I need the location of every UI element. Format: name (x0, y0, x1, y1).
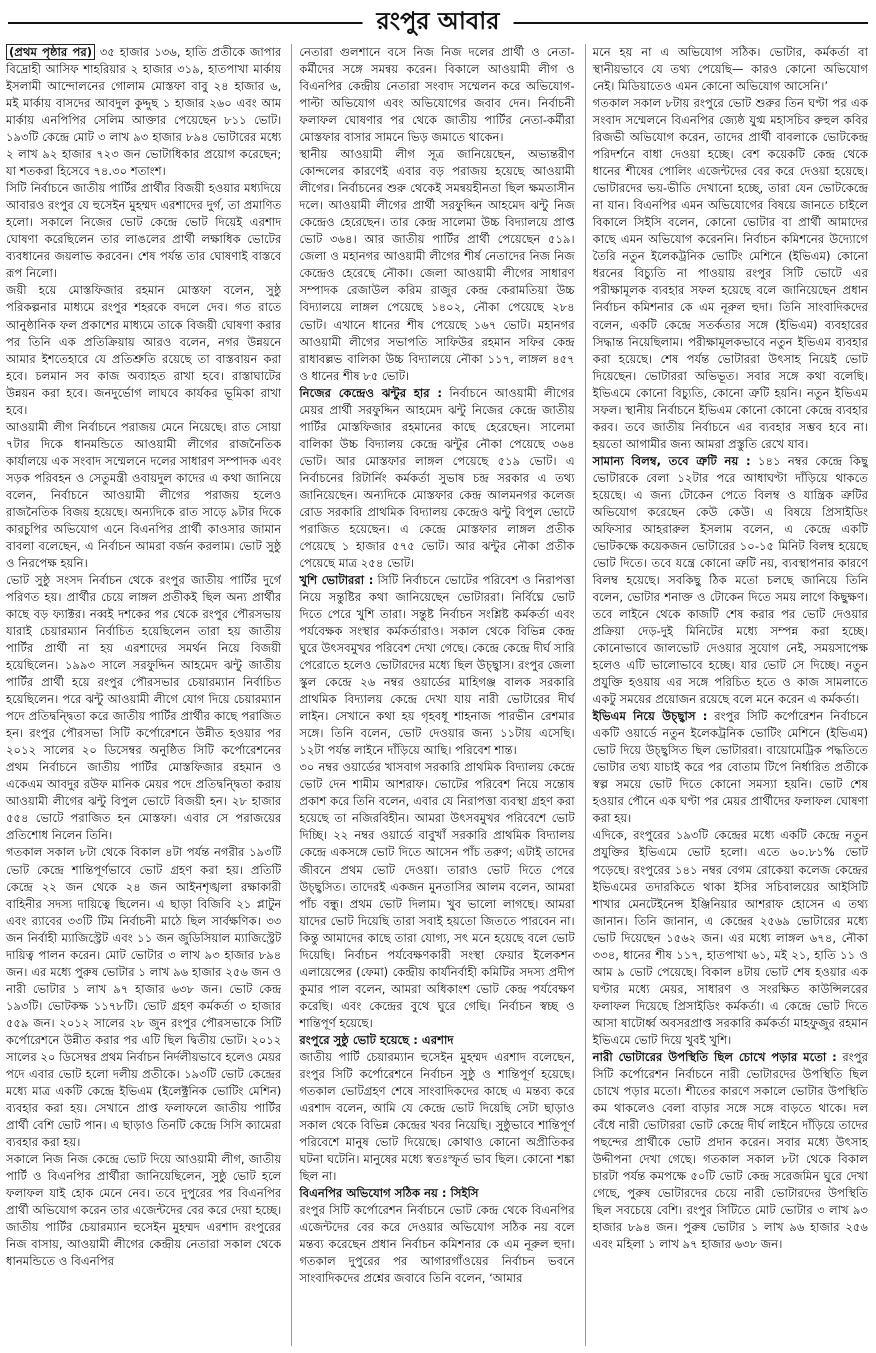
article-paragraph (593, 708, 868, 827)
subheading: রংপুরে সুষ্ঠু ভোট হয়েছে : এরশাদ (299, 1032, 454, 1047)
article-paragraph (6, 282, 281, 418)
article-paragraph (593, 95, 868, 453)
article-paragraph (299, 1049, 574, 1185)
article-paragraph (6, 180, 281, 282)
article-paragraph (6, 419, 281, 572)
continuation-label: (প্রথম পৃষ্ঠার পর) (6, 44, 95, 60)
article-paragraph (6, 1151, 281, 1270)
subsection-label: নিজের কেন্দ্রেও ঝন্টুর হার : (299, 385, 443, 400)
article-paragraph (6, 844, 281, 1151)
subsection-label: সামান্য বিলম্ব, তবে ত্রুটি নয় : (592, 453, 751, 468)
article-columns (6, 44, 868, 1346)
article-paragraph (299, 385, 574, 572)
paragraph-text: রংপুর সিটি কর্পোরেশন নির্বাচনে নারী ভোটারদের উপস্থিতি ছিল চোখে পড়ার মতো। শীতের কারণে সকালে ভোটার উপস্থিতি কম থাকলেও বেলা বাড়ার সঙ্গে সঙ্গে বাড়তে থাকে। দল বেঁধে নারী ভোটাররা ভোট কেন্দ্রে দীর্ঘ লাইনে দাঁড়িয়ে তাদের পছন্দের প্রার্থীকে ভোট প্রদান করেন। সবার মধ্যে উৎসাহ উদ্দীপনা দেখা গেছে। গতকাল সকাল ৮টা থেকে বিকাল চারটা পর্যন্ত কমপক্ষে ৫০টি ভোট কেন্দ্র সরেজমিন ঘুরে দেখা গেছে, পুরুষ ভোটারদের চেয়ে নারী ভোটারদের উপস্থিতি ছিল সবচেয়ে বেশি। রংপুর সিটিতে মোট ভোটার ৩ লাখ ৯৩ হাজার ৮৯৪ জন। পুরুষ ভোটার ১ লাখ ৯৬ হাজার ২৫৬ এবং মহিলা ১ লাখ ৯৭ হাজার ৬৩৮ জন। (592, 1049, 868, 1252)
paragraph-text: সকালে নিজ নিজ কেন্দ্রে ভোট দিয়ে আওয়ামী লীগ, জাতীয় পার্টি ও বিএনপির প্রার্থীরা জানিয়েছিলেন, সুষ্ঠু ভোট হলে ফলাফল যাই হোক মেনে নেব। তবে দুপুরের পর বিএনপির প্রার্থী অভিযোগ করেন তার এজেন্টদের বের করে দেয়া হচ্ছে। জাতীয় পার্টির চেয়ারম্যান হুসেইন মুহম্মদ এরশাদ রংপুরের নিজ বাসায়, আওয়ামী লীগের কেন্দ্রীয় নেতারা সকাল থেকে ধানমন্ডিতে ও বিএনপির (6, 1152, 282, 1269)
paragraph-text: নির্বাচনে আওয়ামী লীগের মেয়র প্রার্থী সরফুদ্দিন আহমেদ ঝন্টু নিজের কেন্দ্রে জাতীয় পার্টির মোস্তফিজার রহমানের কাছে হেরেছেন। সালেমা বালিকা উচ্চ বিদ্যালয় কেন্দ্রে ঝন্টুর নৌকা পেয়েছে ৩৬৪ ভোট। আর মোস্তফার লাঙ্গল পেয়েছে ৫১৯ ভোট। এ নির্বাচনের রিটার্নিং কর্মকর্তা সুভাষ চন্দ্র সরকার এ তথ্য জানিয়েছেন। অন্যদিকে মোস্তফার কেন্দ্র আলমনগর কলেজ রোড সরকারি প্রাথমিক বিদ্যালয় কেন্দ্রেও ঝন্টু বিপুল ভোটে পরাজিত হয়েছেন। এ কেন্দ্রে মোস্তফার লাঙ্গল প্রতীক পেয়েছে ১ হাজার ৫৭৫ ভোট। আর ঝন্টুর নৌকা প্রতীক পেয়েছে মাত্র ২৫৪ ভোট। (299, 385, 575, 570)
paragraph-text: ভোট সুষ্ঠু সংসদ নির্বাচন থেকে রংপুর জাতীয় পার্টির দুর্গে পরিণত হয়। প্রার্থীর চেয়ে লাঙ্গল প্রতীকই ছিল অন্য প্রার্থীর কাছে বড় ফ্যাক্টর। নব্বই দশকের পর থেকে রংপুর পৌরসভায় যারাই চেয়ারম্যান নির্বাচিত হয়েছিলেন তারা হয় জাতীয় পার্টির প্রার্থী না হয় এরশাদের সমর্থন নিয়ে বিজয়ী হয়েছিলেন। ১৯৯৩ সালে সরফুদ্দিন আহমেদ ঝন্টু জাতীয় পার্টির প্রার্থী হয়ে রংপুর পৌরসভার চেয়ারম্যান নির্বাচিত হয়েছিলেন। পরে ঝন্টু আওয়ামী লীগে যোগ দিয়ে চেয়ারম্যান পদে প্রতিদ্বন্দ্বিতা করে জাতীয় পার্টির প্রার্থীর কাছে পরাজিত হন। রংপুর পৌরসভা সিটি কর্পোরেশনে উন্নীত হওয়ার পর ২০১২ সালের ২০ ডিসেম্বর অনুষ্ঠিত সিটি কর্পোরেশনের প্রথম নির্বাচনে জাতীয় পার্টির মোস্তফিজার রহমান ও একেএম আবদুর রউফ মানিক মেয়র পদে প্রতিদ্বন্দ্বিতা করায় আওয়ামী লীগের ঝন্টু বিপুল ভোটে বিজয়ী হন। ২৮ হাজার ৫৫৪ ভোটে পরাজিত হন মোস্তফা। এবার সে পরাজয়ের প্রতিশোধ নিলেন তিনি। (6, 572, 282, 843)
article-column-2 (291, 44, 574, 1346)
article-paragraph (593, 453, 868, 708)
section-title: রংপুর আবার (363, 6, 514, 36)
paragraph-text: মনে হয় না এ অভিযোগ সঠিক। ভোটার, কর্মকর্তা বা স্থানীয়ভাবে যে তথ্য পেয়েছি— কারও কোনো অভিযোগ নেই। মিডিয়াতেও এমন কোনো অভিযোগ আসেনি।’ (592, 45, 868, 94)
article-paragraph (593, 827, 868, 1048)
article-paragraph (593, 44, 868, 95)
subsection-label: খুশি ভোটাররা : (299, 572, 374, 587)
paragraph-text: ১৪১ নম্বর কেন্দ্রে কিছু ভোটারকে বেলা ১২টার পরে আধাঘণ্টা দাঁড়িয়ে থাকতে হয়েছে। এ জন্য টোকেন পেতে বিলম্ব ও যান্ত্রিক ত্রুটির অভিযোগ করেছেন কেউ কেউ। এ বিষয়ে প্রিসাইডিং অফিসার আহরারুল ইসলাম বলেন, এ কেন্দ্রে একটি ভোটকক্ষে কয়েকজন ভোটারের ১০-১৫ মিনিট বিলম্ব হয়েছে ভোট দিতে। তবে যন্ত্রে কোনো ত্রুটি নয়, ব্যবস্থাপনার কারণে বিলম্ব হয়েছে। সবকিছু ঠিক মতো চলছে জানিয়ে তিনি বলেন, ভোটার শনাক্ত ও টোকেন দিতে সময় লাগে কিছুক্ষণ। তবে লাইনে থেকে কাজটি শেষ করার পর ভোট দেওয়ার প্রক্রিয়া দেড়-দুই মিনিটের মধ্যে সম্পন্ন করা হচ্ছে। কোনোভাবে জালভোট দেওয়ার সুযোগ নেই, সময়সাপেক্ষ হলেও এটি ভালোভাবে হচ্ছে। যার ভোট সে দিচ্ছে। নতুন প্রযুক্তি হওয়ায় এর সঙ্গে পরিচিত হতে ও কাজ সামলাতে একটু সময়ের প্রয়োজন রয়েছে বলে মনে করেন এ কর্মকর্তা। (592, 453, 868, 707)
article-column-1 (6, 44, 281, 1346)
paragraph-text: রংপুর সিটি কর্পোরেশন নির্বাচনে একটি ওয়ার্ডে নতুন ইলেকট্রনিক ভোটিং মেশিনে (ইভিএম) ভোট দিয়ে উচ্ছ্বসিত ছিল ভোটাররা। বায়োমেট্রিক পদ্ধতিতে ভোটার তথ্য যাচাই করে পর বোতাম টিপে নির্ধারিত প্রতীকে স্বল্প সময়ে ভোট দিতে কোনো সমস্যা হয়নি। ভোট শেষ হওয়ার পৌনে এক ঘণ্টা পর মেয়র প্রার্থীদের ফলাফল ঘোষণা করা হয়। (592, 709, 868, 826)
subheading: বিএনপির অভিযোগ সঠিক নয় : সিইসি (299, 1186, 479, 1201)
paragraph-text: ৩০ নম্বর ওয়ার্ডের খাসবাগ সরকারি প্রাথমিক বিদ্যালয় কেন্দ্রে ভোট দেন শামীম আশরাফ। ভোটের পরিবেশ নিয়ে সন্তোষ প্রকাশ করে তিনি বলেন, এবার যে নিরাপত্তা ব্যবস্থা গ্রহণ করা হয়েছে তা নজিরবিহীন। আমরা উৎসবমুখর পরিবেশে ভোট দিচ্ছি। ২২ নম্বর ওয়ার্ডে বাবুখাঁ সরকারি প্রাথমিক বিদ্যালয় কেন্দ্রে একসঙ্গে ভোট দিতে আসেন পাঁচ তরুণ; এটাই তাদের জীবনে প্রথম ভোট দেওয়া। তারাও ভোট দিতে পেরে উচ্ছ্বসিত। তাদেরই একজন মুনতাসির আলম বলেন, আমরা পাঁচ বন্ধু। প্রথম ভোট দিলাম। খুব ভালো লাগছে। আমরা যাদের ভোট দিয়েছি তারা সবাই হয়তো জিততে পারবেন না। কিন্তু আমাদের কাছে তারা যোগ্য, সৎ মনে হয়েছে বলে ভোট দিয়েছি। নির্বাচন পর্যবেক্ষণকারী সংস্থা ফেয়ার ইলেকশন এলায়েন্সের (ফেমা) কেন্দ্রীয় কার্যনির্বাহী কমিটির সদস্য প্রদীপ কুমার পাল বলেন, আমরা অধিকাংশ ভোট কেন্দ্র পর্যবেক্ষণ করেছি। এবং কেন্দ্রের বুথে ঘুরে গেছি। নির্বাচন স্বচ্ছ ও শান্তিপূর্ণ হয়েছে। (299, 760, 575, 1030)
paragraph-text: গতকাল সকাল ৮টায় রংপুরে ভোট শুরুর তিন ঘণ্টা পর এক সংবাদ সম্মেলনে বিএনপির জ্যেষ্ঠ যুগ্ম মহাসচিব রুহুল কবির রিজভী অভিযোগ করেন, তাদের প্রার্থী বাবলাকে ভোটকেন্দ্র পরিদর্শনে বাধা দেওয়া হচ্ছে। বেশ কয়েকটি কেন্দ্র থেকে ধানের শীষের পোলিং এজেন্টদের বের করে দেওয়া হয়েছে। ভোটারদের ভয়-ভীতি দেখানো হচ্ছে, তারা যেন ভোটকেন্দ্রে না যান। বিএনপির এমন অভিযোগের বিষয়ে জানতে চাইলে বিকালে সিইসি বলেন, কোনো ভোটার বা প্রার্থী আমাদের কাছে এমন অভিযোগ করেননি। নির্বাচন কমিশনের উদ্যোগে তৈরি নতুন ইলেকট্রনিক ভোটিং মেশিনে (ইভিএম) কোনো ধরনের বিচ্যুতি না পাওয়ায় রংপুর সিটি ভোটে এর পরীক্ষামূলক ব্যবহার সফল হয়েছে বলে জানিয়েছেন প্রধান নির্বাচন কমিশনার কে এম নূরুল হুদা। তিনি সাংবাদিকদের বলেন, একটি কেন্দ্রে সতর্কতার সঙ্গে (ইভিএম) ব্যবহারের সিদ্ধান্ত নিয়েছিলাম। পরীক্ষামূলকভাবে নতুন ইভিএম ব্যবহার করা হয়েছে। শেষ পর্যন্ত ভোটাররা উৎসাহ নিয়েই ভোট দিয়েছেন। ভোটাররা অভিভূত। সবার সঙ্গে কথা বলেছি। ইভিএমে কোনো বিচ্যুতি, কোনো ত্রুটি হয়নি। নতুন ইভিএম সফল। স্থানীয় নির্বাচনে ইভিএম কোনো কোনো কেন্দ্রে ব্যবহার করব। তবে জাতীয় নির্বাচনে এর ব্যবহার সম্ভব হবে না। হয়তো আগামীর জন্য আমরা প্রস্তুতি রেখে যাব। (592, 96, 868, 451)
subsection-label: নারী ভোটারের উপস্থিতি ছিল চোখে পড়ার মতো : (592, 1049, 837, 1064)
article-paragraph (299, 146, 574, 384)
article-paragraph (299, 572, 574, 759)
paragraph-text: স্থানীয় আওয়ামী লীগ সূত্র জানিয়েছেন, অভ্যন্তরীণ কোন্দলের কারণেই এবার বড় পরাজয় হয়েছে আওয়ামী লীগের। নির্বাচনের শুরু থেকেই সমন্বয়হীনতা ছিল ক্ষমতাসীন দলে। আওয়ামী লীগের প্রার্থী সরফুদ্দিন আহমেদ ঝন্টু নিজ কেন্দ্রেও হেরেছেন। তার কেন্দ্র সালেমা উচ্চ বিদ্যালয়ে প্রাপ্ত ভোট ৩৬৪। আর জাতীয় পার্টির প্রার্থী পেয়েছেন ৫১৯। জেলা ও মহানগর আওয়ামী লীগের শীর্ষ নেতাদের নিজ নিজ কেন্দ্রেও হেরেছে নৌকা। জেলা আওয়ামী লীগের সাধারণ সম্পাদক রেজাউল করিম রাজুর কেন্দ্র কেরামতিয়া উচ্চ বিদ্যালয়ে লাঙ্গল পেয়েছে ১৪০২, নৌকা পেয়েছে ২৮৪ ভোট। এখানে ধানের শীষ পেয়েছে ১৬৭ ভোট। মহানগর আওয়ামী লীগের সভাপতি সাফিউর রহমান সফির কেন্দ্র রাধাবল্লভ বালিকা উচ্চ বিদ্যালয়ে নৌকা ১১৭, লাঙ্গল ৪৫৭ ও ধানের শীষ ৮৫ ভোট। (299, 147, 575, 383)
article-column-3 (585, 44, 868, 1346)
article-paragraph (299, 44, 574, 146)
paragraph-text: ৩৫ হাজার ১৩৬, হাতি প্রতীকে জাপার বিদ্রোহী আসিফ শাহরিয়ার ২ হাজার ৩১৯, হাতপাখা মার্কায় ইসলামী আন্দোলনের গোলাম মোস্তফা বাবু ২৪ হাজার ৬, মই মার্কায় বাসদের আবদুল কুদ্দুছ ১ হাজার ২৬০ এবং আম মার্কায় এনপিপির সেলিম আক্তার পেয়েছেন ৮১১ ভোট। ১৯৩টি কেন্দ্রে মোট ৩ লাখ ৯৩ হাজার ৮৯৪ ভোটারের মধ্যে ২ লাখ ৯২ হাজার ৭২৩ জন ভোটাধিকার প্রয়োগ করেছেন; যা শতকরা হিসেবে ৭৪.৩০ শতাংশ। (6, 45, 282, 179)
article-paragraph (6, 572, 281, 845)
article-paragraph (299, 1202, 574, 1287)
paragraph-text: নেতারা গুলশানে বসে নিজ নিজ দলের প্রার্থী ও নেতা-কর্মীদের সঙ্গে সমন্বয় করেন। বিকালে আওয়ামী লীগ ও বিএনপির কেন্দ্রীয় নেতারা সংবাদ সম্মেলন করে অভিযোগ-পাল্টা অভিযোগ এবং অভিযোগের জবাব দেন। নির্বাচনী ফলাফল ঘোষণার পর থেকে জাতীয় পার্টির নেতা-কর্মীরা মোস্তফার বাসার সামনে ভিড় জমাতে থাকেন। (299, 45, 575, 145)
paragraph-text: সিটি নির্বাচনে জাতীয় পার্টির প্রার্থীর বিজয়ী হওয়ার মধ্যদিয়ে আবারও রংপুর যে হুসেইন মুহম্মদ এরশাদের দুর্গ, তা প্রমাণিত হলো। সকালে নিজের ভোট কেন্দ্রে ভোট দিয়েই এরশাদ ঘোষণা করেছিলেন তার লাঙলের প্রার্থী লক্ষাধিক ভোটের ব্যবধানের জয়লাভ করবেন। শেষ পর্যন্ত তার ঘোষণাই বাস্তবে রূপ নিলো। (6, 181, 282, 281)
section-header (8, 6, 868, 40)
article-paragraph (299, 759, 574, 1032)
article-paragraph (6, 44, 281, 180)
subsection-label: ইভিএম নিয়ে উচ্ছ্বাস : (592, 709, 708, 724)
paragraph-text: জাতীয় পার্টি চেয়ারম্যান হুসেইন মুহম্মদ এরশাদ বলেছেন, রংপুর সিটি কর্পোরেশনে নির্বাচন সুষ্ঠু ও শান্তিপূর্ণ হয়েছে। গতকাল ভোটগ্রহণ শেষে সাংবাদিকদের কাছে এ মন্তব্য করে এরশাদ বলেন, আমি যে কেন্দ্রে ভোট দিয়েছি সেটা ছাড়াও সকাল থেকে বিভিন্ন কেন্দ্রের খবর নিয়েছি। সুষ্ঠুভাবে শান্তিপূর্ণ পরিবেশে মানুষ ভোট দিয়েছে। কোথাও কোনো অপ্রীতিকর ঘটনা ঘটেনি। মানুষের মধ্যে স্বতঃস্ফূর্ত ভাব ছিল। কোনো শঙ্কা ছিল না। (299, 1049, 575, 1184)
paragraph-text: জয়ী হয়ে মোস্তফিজার রহমান মোস্তফা বলেন, সুষ্ঠু পরিকল্পনার মাধ্যমে রংপুর শহরকে বদলে দেব। গত রাতে আনুষ্ঠানিক ফল প্রকাশের মাধ্যমে তাকে বিজয়ী ঘোষণা করার পর তিনি এক প্রতিক্রিয়ায় আরও বলেন, নগর উন্নয়নে আমার ইশতেহারে যে প্রতিশ্রুতি রয়েছে তা বাস্তবায়ন করা হবে। চলমান সব কাজ অব্যাহত রাখা হবে। রাস্তাঘাটের উন্নয়ন করা হবে। জনদুর্ভোগ লাঘবে কার্যকর ভূমিকা রাখা হবে। (6, 283, 282, 417)
paragraph-text: গতকাল সকাল ৮টা থেকে বিকাল ৪টা পর্যন্ত নগরীর ১৯৩টি ভোট কেন্দ্রে শান্তিপূর্ণভাবে ভোট গ্রহণ করা হয়। প্রতিটি কেন্দ্রে ২২ জন থেকে ২৪ জন আইনশৃঙ্খলা রক্ষাকারী বাহিনীর সদস্য দায়িত্বে ছিলেন। এ ছাড়া বিজিবি ২১ প্লাটুন এবং র‌্যাবের ৩৩টি টিম নির্বাচনী মাঠে ছিল সার্বক্ষণিক। ৩৩ জন নির্বাহী ম্যাজিস্ট্রেট এবং ১১ জন জুডিসিয়াল ম্যাজিস্ট্রেট দায়িত্ব পালন করেন। মোট ভোটার ৩ লাখ ৯৩ হাজার ৮৯৪ জন। এর মধ্যে পুরুষ ভোটার ১ লাখ ৯৬ হাজার ২৫৬ জন ও নারী ভোটার ১ লাখ ৯৭ হাজার ৬৩৮ জন। ভোট কেন্দ্র ১৯৩টি। ভোটকক্ষ ১১৭৮টি। ভোট গ্রহণ কর্মকর্তা ৩ হাজার ৫৫৯ জন। ২০১২ সালের ২৮ জুন রংপুর পৌরসভাকে সিটি কর্পোরেশনে উন্নীত করার পর এটি ছিল দ্বিতীয় ভোট। ২০১২ সালের ২০ ডিসেম্বর প্রথম নির্বাচন নির্দলীয়ভাবে হলেও মেয়র পদে এবার ভোট হলো দলীয় প্রতীকে। ১৯৩টি ভোট কেন্দ্রের মধ্যে মাত্র একটি কেন্দ্রে ইভিএম (ইলেক্ট্রনিক ভোটিং মেশিন) ব্যবহার করা হয়। সেখানে প্রাপ্ত ফলাফলে জাতীয় পার্টির প্রার্থী বেশি ভোট পান। এ ছাড়াও তিনটি কেন্দ্রে সিসি ক্যামেরা ব্যবহার করা হয়। (6, 845, 282, 1149)
paragraph-text: আওয়ামী লীগ নির্বাচনে পরাজয় মেনে নিয়েছে। রাত সোয়া ৭টার দিকে ধানমন্ডিতে আওয়ামী লীগের রাজনৈতিক কার্যালয়ে এক সংবাদ সম্মেলনে দলের সাধারণ সম্পাদক এবং সড়ক পরিবহন ও সেতুমন্ত্রী ওবায়দুল কাদের এ কথা জানিয়ে বলেন, নির্বাচনে আওয়ামী লীগের পরাজয় হলেও রাজনৈতিক বিজয় হয়েছে। অন্যদিকে রাত সাড়ে ৯টার দিকে কারচুপির অভিযোগ এনে বিএনপির প্রার্থী কাওসার জামান বাবলা বলেছেন, এ নির্বাচন আমরা বর্জন করলাম। ভোট সুষ্ঠু ও নিরপেক্ষ হয়নি। (6, 419, 282, 570)
paragraph-text: সিটি নির্বাচনে ভোটের পরিবেশ ও নিরাপত্তা নিয়ে সন্তুষ্টির কথা জানিয়েছেন ভোটাররা। নির্বিঘ্নে ভোট দিতে পেরে খুশি তারা। সন্তুষ্ট নির্বাচন সংশ্লিষ্ট কর্মকর্তা এবং পর্যবেক্ষক সংস্থার কর্মকর্তারাও। সকাল থেকে বিভিন্ন কেন্দ্র ঘুরে উৎসবমুখর পরিবেশ দেখা গেছে। কেন্দ্রে কেন্দ্রে দীর্ঘ সারি পেরোতে হলেও ভোটারদের মধ্যে ছিল উচ্ছ্বাস। রংপুর জেলা স্কুল কেন্দ্রে ২৬ নম্বর ওয়ার্ডের মাহিগঞ্জ বালক সরকারি প্রাথমিক বিদ্যালয় কেন্দ্রে দেখা যায় নারী ভোটারের দীর্ঘ লাইন। সেখানে কথা হয় গৃহবধূ শাহনাজ পারভীন রেশমার সঙ্গে। তিনি বলেন, ভোট দেওয়ার জন্য ১১টায় এসেছি। ১২টা পর্যন্ত লাইনে দাঁড়িয়ে আছি। পরিবেশ শান্ত। (299, 572, 575, 758)
article-paragraph (593, 1049, 868, 1253)
paragraph-text: এদিকে, রংপুরের ১৯৩টি কেন্দ্রের মধ্যে একটি কেন্দ্রে নতুন প্রযুক্তির ইভিএমে ভোট হলো। এতে ৬০.৮১% ভোট পড়েছে। রংপুরের ১৪১ নম্বর বেগম রোকেয়া কলেজ কেন্দ্রের ইভিএমের তদারকিতে থাকা ইসির সচিবালয়ের আইসিটি শাখার মেনটেইনেন্স ইঞ্জিনিয়ার আশরাফ হোসেন এ তথ্য জানান। তিনি জানান, এ কেন্দ্রের ২৫৬৯ ভোটারের মধ্যে ভোট দিয়েছেন ১৫৬২ জন। এর মধ্যে লাঙ্গল ৬৭৪, নৌকা ৩৩৪, ধানের শীষ ১১৭, হাতপাখা ৬১, মই ২১, হাতি ১১ ও আম ৯ ভোট পেয়েছে। বিকাল ৪টায় ভোট শেষ হওয়ার এক ঘণ্টার মধ্যে মেয়র, সাধারণ ও সংরক্ষিত কাউন্সিলরের ফলাফল দিয়েছে প্রিসাইডিং কর্মকর্তা। এ কেন্দ্রে ভোট দিতে আসা ষাটোর্ধ্ব অবসরপ্রাপ্ত সরকারি কর্মকর্তা মাহফুজুর রহমান ইভিএমে ভোট দিয়ে খুবই খুশি। (592, 828, 868, 1047)
paragraph-text: রংপুর সিটি কর্পোরেশন নির্বাচনে ভোট কেন্দ্র থেকে বিএনপির এজেন্টদের বের করে দেওয়ার অভিযোগ সঠিক নয় বলে মন্তব্য করেছেন প্রধান নির্বাচন কমিশনার কে এম নূরুল হুদা। গতকাল দুপুরের পর আগারগাঁওয়ের নির্বাচন ভবনে সাংবাদিকদের প্রশ্নের জবাবে তিনি বলেন, ‘আমার (299, 1203, 575, 1286)
